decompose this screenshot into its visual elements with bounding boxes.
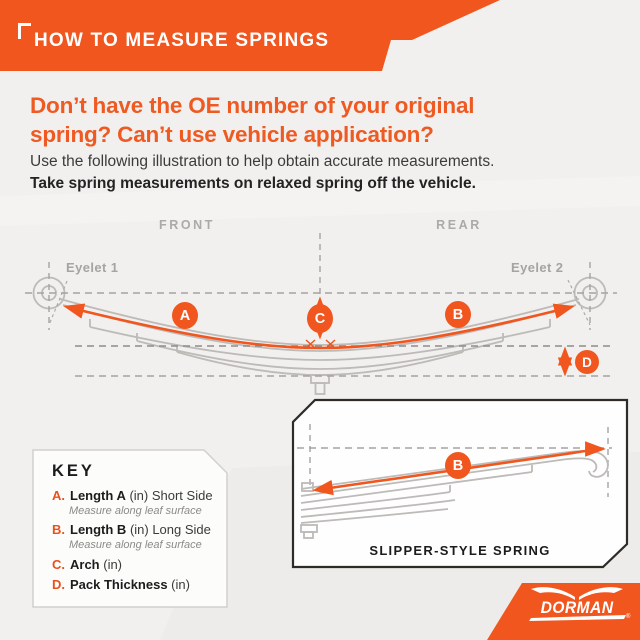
dorman-wordmark: DORMAN [540, 599, 614, 617]
intro-heading-line1: Don’t have the OE number of your original [30, 93, 475, 118]
key-item-pack-thickness [52, 577, 190, 592]
key-letter-c: C. [52, 557, 65, 572]
key-item-c-rest: (in) [99, 557, 123, 572]
intro-body: Use the following illustration to help obtain accurate measurements. [30, 153, 495, 170]
badge-length-b: B [445, 301, 471, 328]
page-title: HOW TO MEASURE SPRINGS [34, 30, 330, 51]
intro-heading [30, 91, 590, 149]
registered-mark: ® [626, 614, 631, 620]
key-item-d-rest: (in) [167, 577, 190, 592]
key-item-d-bold: Pack Thickness [70, 577, 168, 592]
key-item-c-bold: Arch [70, 557, 100, 572]
key-item-b-note: Measure along leaf surface [69, 539, 202, 551]
badge-slipper-length-b: B [445, 452, 471, 479]
badge-pack-thickness-d: D [575, 350, 599, 374]
key-letter-b: B. [52, 522, 65, 537]
dorman-logo [522, 584, 640, 640]
key-letter-d: D. [52, 577, 65, 592]
key-item-arch [52, 557, 122, 572]
key-letter-a: A. [52, 488, 65, 503]
eyelet2-label: Eyelet 2 [511, 260, 564, 275]
intro-body-bold: Take spring measurements on relaxed spring off the vehicle. [30, 175, 476, 192]
corner-bracket-icon [18, 23, 31, 39]
key-item-a-note: Measure along leaf surface [69, 505, 202, 517]
key-item-b-rest: (in) Long Side [126, 522, 211, 537]
front-label: FRONT [158, 218, 216, 232]
key-title: KEY [52, 462, 95, 480]
badge-arch-c: C [307, 304, 333, 333]
eyelet1-label: Eyelet 1 [66, 260, 119, 275]
key-item-length-b [52, 522, 211, 537]
intro-heading-line2: spring? Can’t use vehicle application? [30, 122, 434, 147]
key-item-a-rest: (in) Short Side [125, 488, 213, 503]
slipper-style-spring-label: SLIPPER-STYLE SPRING [369, 543, 551, 558]
slipper-panel [293, 400, 627, 567]
key-item-a-bold: Length A [70, 488, 126, 503]
rear-label: REAR [436, 218, 482, 232]
key-item-b-bold: Length B [70, 522, 127, 537]
badge-length-a: A [172, 302, 198, 329]
key-item-length-a [52, 488, 213, 503]
